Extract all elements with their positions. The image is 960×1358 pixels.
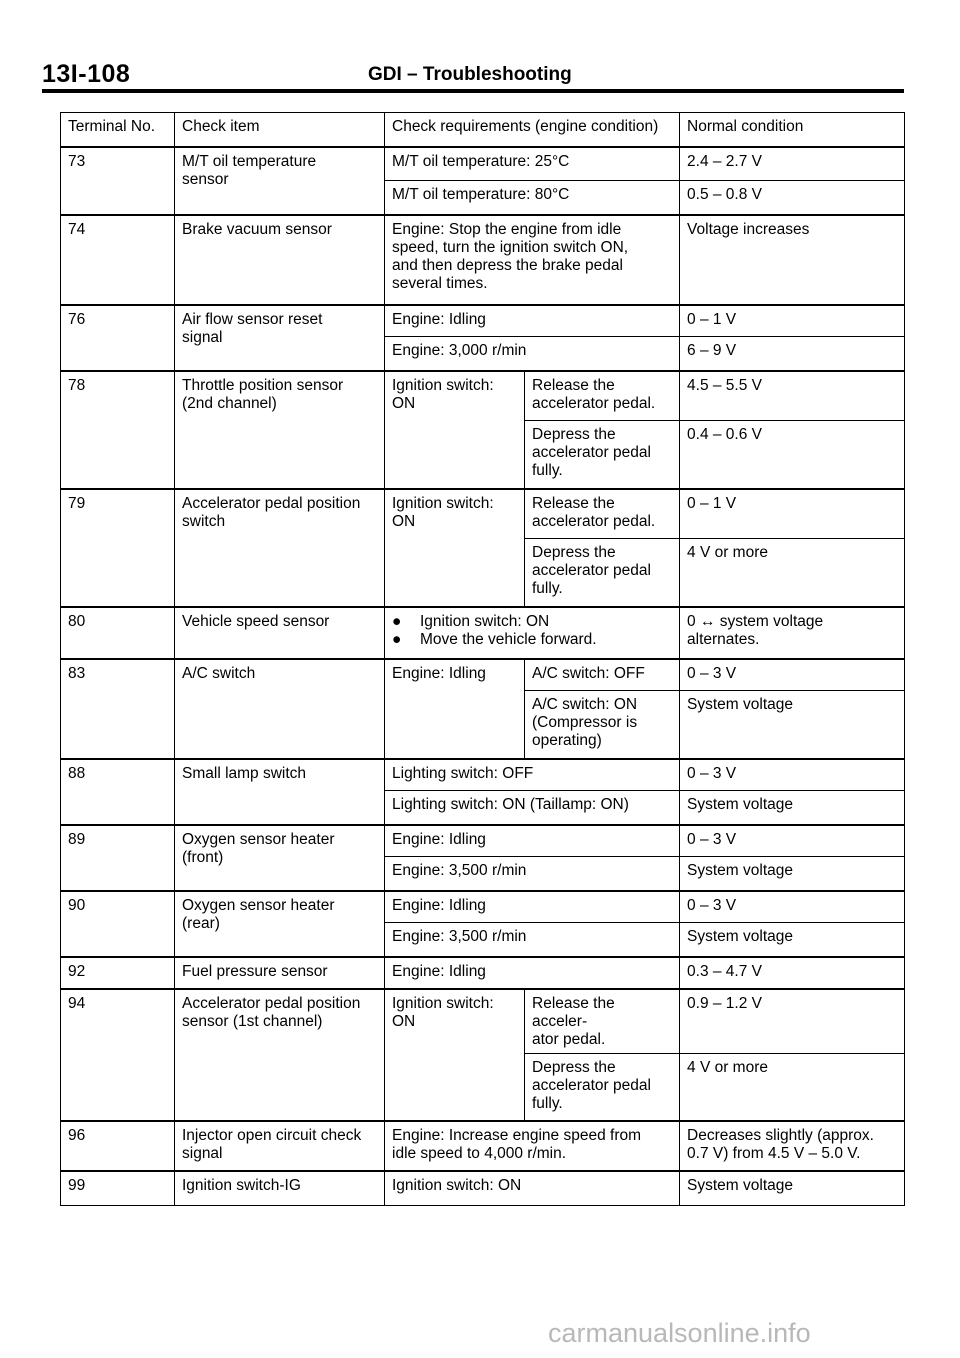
col-header-terminal: Terminal No. <box>61 113 175 147</box>
normal-condition: Voltage increases <box>680 215 905 305</box>
normal-condition: 6 – 9 V <box>680 337 905 371</box>
table-row <box>61 1121 905 1171</box>
terminal-no: 89 <box>61 825 175 891</box>
normal-condition: System voltage <box>680 691 905 759</box>
check-condition: Ignition switch: ON <box>385 989 525 1122</box>
bullet-icon: ● <box>392 630 402 648</box>
table-row <box>61 1171 905 1205</box>
check-requirement: Lighting switch: ON (Taillamp: ON) <box>385 791 680 825</box>
table-row <box>61 759 905 791</box>
check-sub-requirement: Release the acceler- ator pedal. <box>525 989 680 1054</box>
normal-condition: 4.5 – 5.5 V <box>680 371 905 421</box>
col-header-requirements: Check requirements (engine condition) <box>385 113 680 147</box>
check-requirement: Engine: Idling <box>385 957 680 989</box>
terminal-no: 88 <box>61 759 175 825</box>
page-title: GDI – Troubleshooting <box>368 64 572 85</box>
normal-condition: 0 – 3 V <box>680 759 905 791</box>
table-header-row <box>61 113 905 147</box>
table-row <box>61 659 905 691</box>
col-header-item: Check item <box>175 113 385 147</box>
page-number: 13I-108 <box>42 60 131 88</box>
header-rule <box>42 89 904 93</box>
check-sub-requirement: A/C switch: OFF <box>525 659 680 691</box>
check-item: Small lamp switch <box>175 759 385 825</box>
check-item: Vehicle speed sensor <box>175 607 385 659</box>
table-row <box>61 489 905 539</box>
watermark: carmanualsonline.info <box>548 1318 811 1348</box>
table-row <box>61 957 905 989</box>
table-row <box>61 607 905 659</box>
check-item: Brake vacuum sensor <box>175 215 385 305</box>
table-row <box>61 147 905 181</box>
terminal-no: 78 <box>61 371 175 489</box>
check-requirement: Engine: Idling <box>385 891 680 923</box>
check-condition: Ignition switch: ON <box>385 371 525 489</box>
check-requirement: Engine: Increase engine speed from idle speed to 4,000 r/min. <box>385 1121 680 1171</box>
table-row <box>61 305 905 337</box>
check-requirement: Engine: 3,500 r/min <box>385 923 680 957</box>
check-sub-requirement: Depress the accelerator pedal fully. <box>525 539 680 607</box>
normal-condition: System voltage <box>680 791 905 825</box>
normal-condition: 4 V or more <box>680 1053 905 1121</box>
terminal-no: 92 <box>61 957 175 989</box>
terminal-no: 76 <box>61 305 175 371</box>
normal-condition: 0 – 1 V <box>680 305 905 337</box>
table-row <box>61 891 905 923</box>
check-item: Accelerator pedal position sensor (1st channel) <box>175 989 385 1122</box>
check-item: Fuel pressure sensor <box>175 957 385 989</box>
table-row <box>61 215 905 305</box>
check-sub-requirement: A/C switch: ON (Compressor is operating) <box>525 691 680 759</box>
check-condition: Ignition switch: ON <box>385 489 525 607</box>
check-requirement: M/T oil temperature: 80°C <box>385 181 680 215</box>
troubleshooting-table <box>60 112 905 1206</box>
terminal-no: 73 <box>61 147 175 215</box>
table-row <box>61 371 905 421</box>
bullet-icon: ● <box>392 612 402 630</box>
terminal-no: 74 <box>61 215 175 305</box>
check-requirement: Engine: Idling <box>385 305 680 337</box>
check-requirement: ● Ignition switch: ON ● Move the vehicle forward. <box>385 607 680 659</box>
normal-condition: 0.5 – 0.8 V <box>680 181 905 215</box>
check-item: Air flow sensor reset signal <box>175 305 385 371</box>
check-requirement: Engine: 3,000 r/min <box>385 337 680 371</box>
normal-condition: Decreases slightly (approx. 0.7 V) from 4.5 V – 5.0 V. <box>680 1121 905 1171</box>
table-row <box>61 825 905 857</box>
terminal-no: 79 <box>61 489 175 607</box>
check-condition: Engine: Idling <box>385 659 525 759</box>
check-item: Oxygen sensor heater (rear) <box>175 891 385 957</box>
normal-condition: 0 – 1 V <box>680 489 905 539</box>
normal-condition: 0.4 – 0.6 V <box>680 421 905 489</box>
check-sub-requirement: Depress the accelerator pedal fully. <box>525 421 680 489</box>
normal-condition: 0 ↔ system voltage alternates. <box>680 607 905 659</box>
check-sub-requirement: Release the accelerator pedal. <box>525 371 680 421</box>
check-item: Oxygen sensor heater (front) <box>175 825 385 891</box>
normal-condition: 2.4 – 2.7 V <box>680 147 905 181</box>
check-item: Injector open circuit check signal <box>175 1121 385 1171</box>
check-item: Accelerator pedal position switch <box>175 489 385 607</box>
normal-condition: 4 V or more <box>680 539 905 607</box>
terminal-no: 94 <box>61 989 175 1122</box>
check-item: Throttle position sensor (2nd channel) <box>175 371 385 489</box>
check-requirement: Engine: 3,500 r/min <box>385 857 680 891</box>
check-item: Ignition switch-IG <box>175 1171 385 1205</box>
normal-condition: 0 – 3 V <box>680 659 905 691</box>
check-sub-requirement: Release the accelerator pedal. <box>525 489 680 539</box>
normal-condition: 0 – 3 V <box>680 891 905 923</box>
check-requirement: M/T oil temperature: 25°C <box>385 147 680 181</box>
table-row <box>61 989 905 1054</box>
normal-condition: System voltage <box>680 857 905 891</box>
check-requirement: Engine: Stop the engine from idle speed, turn the ignition switch ON, and then depress the brake pedal several times. <box>385 215 680 305</box>
check-sub-requirement: Depress the accelerator pedal fully. <box>525 1053 680 1121</box>
check-item: M/T oil temperature sensor <box>175 147 385 215</box>
check-requirement: Ignition switch: ON <box>385 1171 680 1205</box>
normal-condition: 0.9 – 1.2 V <box>680 989 905 1054</box>
normal-condition: System voltage <box>680 1171 905 1205</box>
normal-condition: 0.3 – 4.7 V <box>680 957 905 989</box>
normal-condition: System voltage <box>680 923 905 957</box>
terminal-no: 83 <box>61 659 175 759</box>
check-item: A/C switch <box>175 659 385 759</box>
terminal-no: 80 <box>61 607 175 659</box>
terminal-no: 90 <box>61 891 175 957</box>
col-header-normal: Normal condition <box>680 113 905 147</box>
terminal-no: 96 <box>61 1121 175 1171</box>
check-requirement: Lighting switch: OFF <box>385 759 680 791</box>
terminal-no: 99 <box>61 1171 175 1205</box>
check-requirement: Engine: Idling <box>385 825 680 857</box>
normal-condition: 0 – 3 V <box>680 825 905 857</box>
